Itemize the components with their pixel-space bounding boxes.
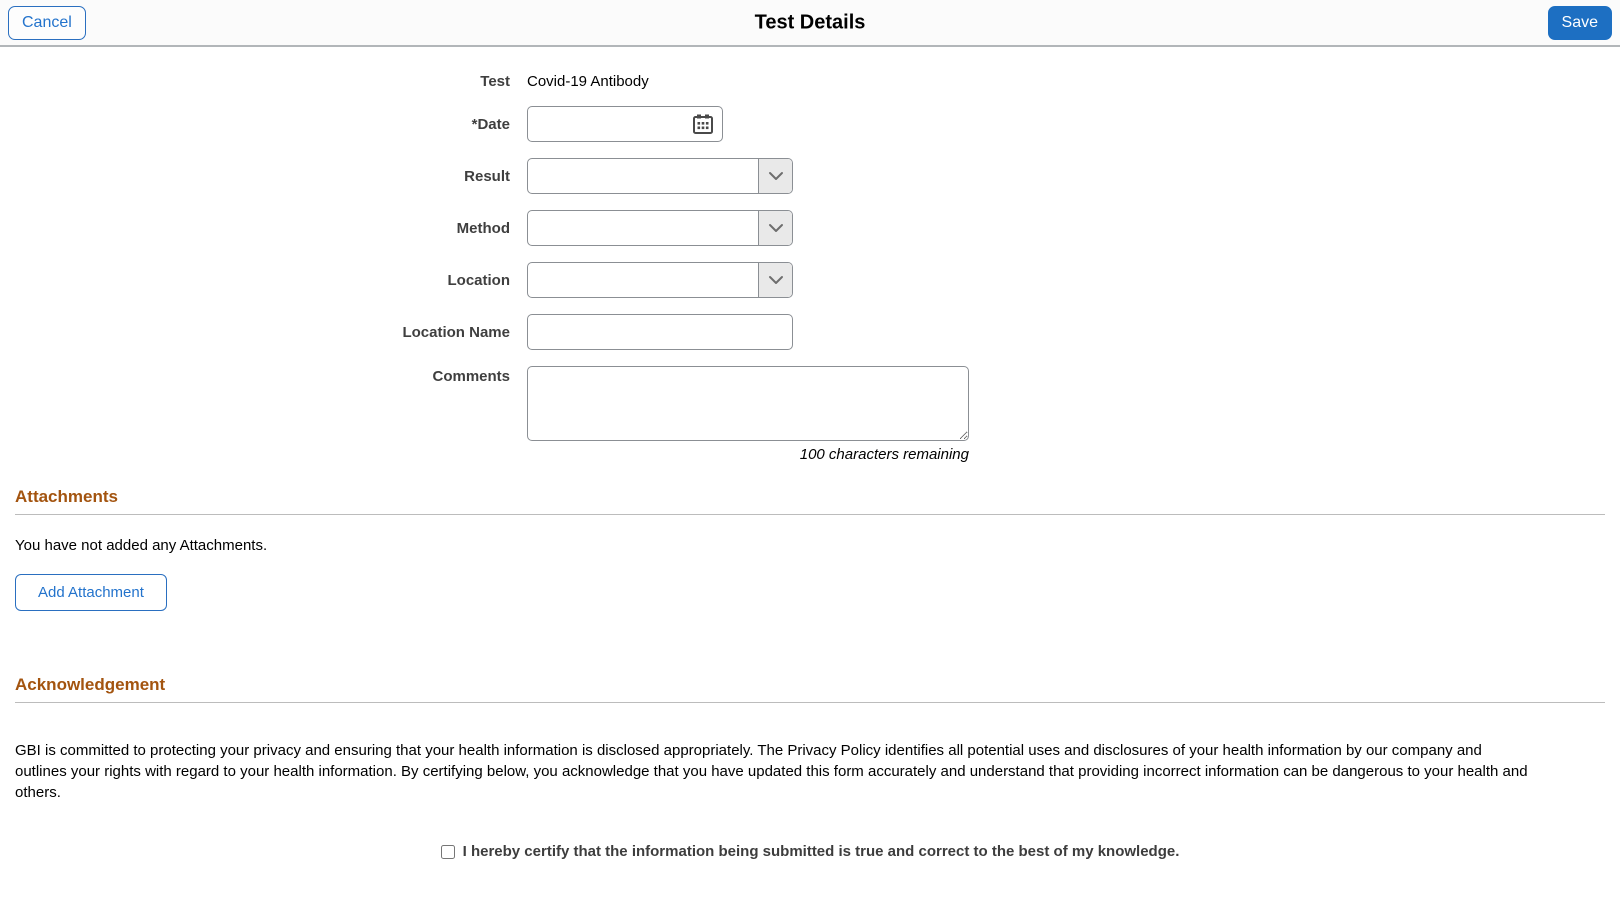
calendar-icon [691,112,715,136]
certify-row [15,843,1605,860]
section-divider [15,514,1605,515]
date-label: *Date [471,115,510,133]
acknowledgement-body-text: GBI is committed to protecting your privacy and ensuring that your health information is disclosed appropriately. The Privacy Policy identifies all potential uses and disclosures of your health information by our company and outlines your rights with regard to your health information. By certifying below, you acknowledge that you have updated this form accurately and understand that providing incorrect information can be dangerous to your health and others. [15,742,1528,801]
result-row [0,158,1620,194]
comments-textarea[interactable] [527,366,969,441]
comments-label: Comments [432,368,510,385]
location-select[interactable] [527,262,793,298]
acknowledgement-section [0,675,1620,860]
test-label: Test [480,73,510,90]
location-name-label: Location Name [402,323,510,341]
calendar-button[interactable] [690,111,716,137]
save-button[interactable]: Save [1548,6,1612,40]
location-name-row [0,314,1620,350]
header-bar [0,0,1620,47]
cancel-button[interactable]: Cancel [8,6,86,40]
location-row [0,262,1620,298]
method-row [0,210,1620,246]
chevron-down-icon [758,211,792,245]
attachments-heading: Attachments [15,487,118,506]
add-attachment-button[interactable]: Add Attachment [15,574,167,611]
section-divider [15,702,1605,703]
attachments-empty-text: You have not added any Attachments. [15,537,268,554]
location-name-input[interactable] [527,314,793,350]
acknowledgement-heading: Acknowledgement [15,675,166,694]
test-value: Covid-19 Antibody [527,73,649,90]
method-select[interactable] [527,210,793,246]
location-label: Location [447,271,510,289]
attachments-section [0,487,1620,611]
chevron-down-icon [758,263,792,297]
certify-label: I hereby certify that the information being submitted is true and correct to the best of my knowledge. [462,843,1180,860]
page-title: Test Details [754,11,866,33]
result-label: Result [464,167,510,185]
characters-remaining-text: 100 characters remaining [799,446,969,463]
date-row [0,106,1620,142]
result-select[interactable] [527,158,793,194]
chevron-down-icon [758,159,792,193]
test-details-form [0,47,1620,463]
certify-checkbox[interactable] [441,845,455,859]
test-row [0,73,1620,90]
method-label: Method [456,219,510,237]
comments-row [0,366,1620,463]
